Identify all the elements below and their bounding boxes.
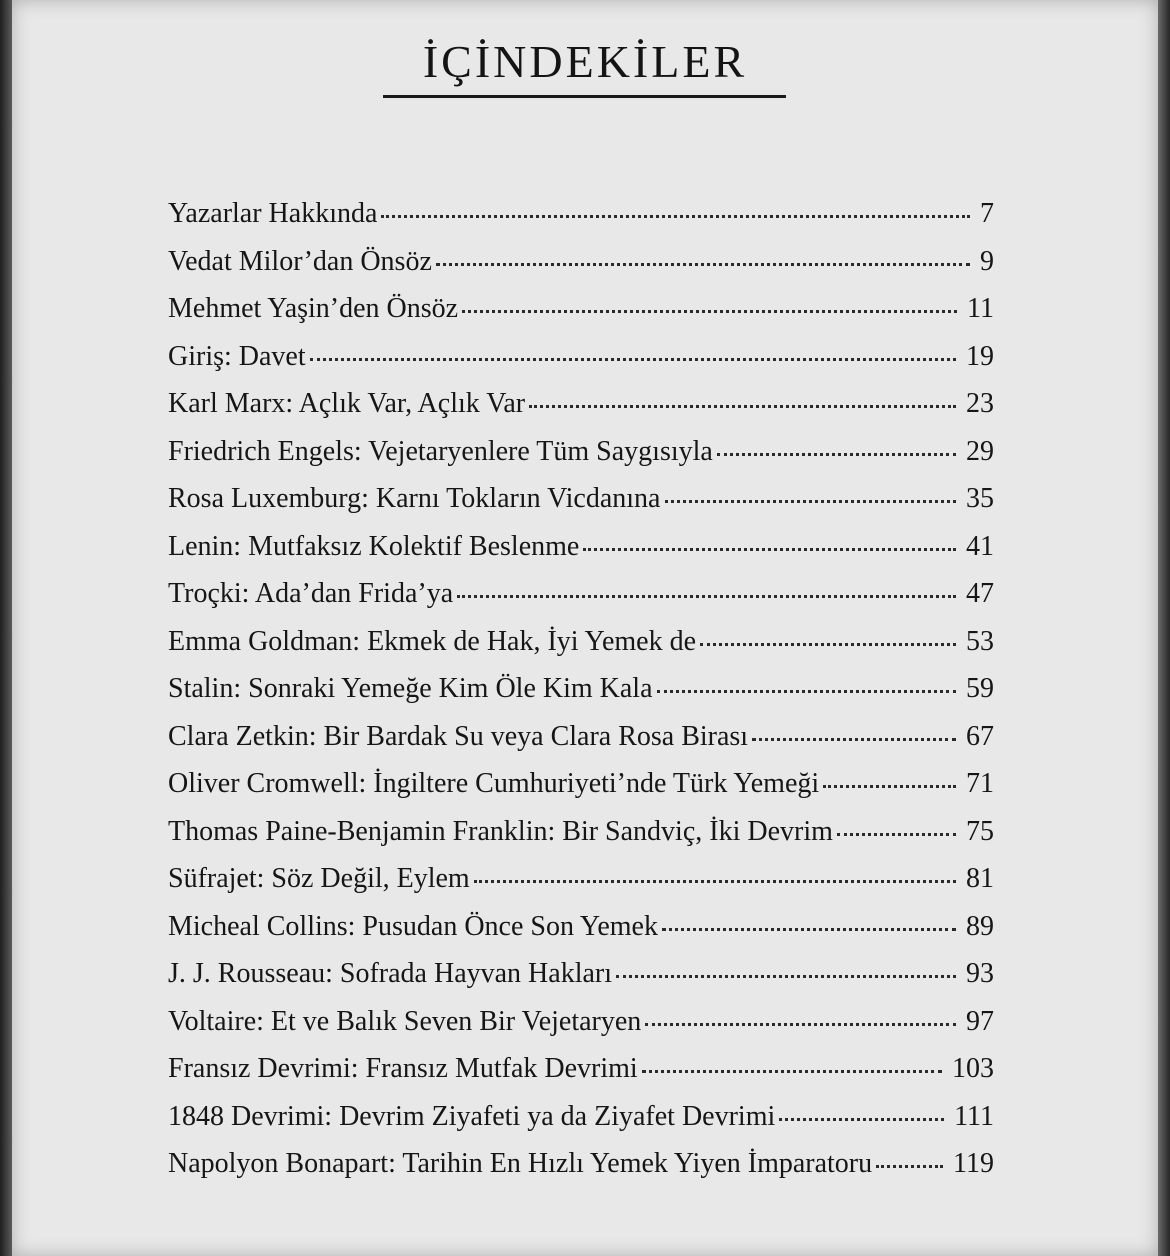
toc-entry xyxy=(168,190,994,238)
toc-entry-page: 7 xyxy=(980,198,994,229)
dot-leader xyxy=(779,1118,944,1121)
toc-entry-page: 29 xyxy=(966,435,994,467)
toc-entry xyxy=(168,903,994,951)
toc-entry-page: 35 xyxy=(966,483,994,514)
toc-entry-title: Karl Marx: Açlık Var, Açlık Var xyxy=(168,388,526,419)
dot-leader xyxy=(752,738,956,741)
dot-leader xyxy=(657,690,956,693)
toc-entry-page: 9 xyxy=(980,245,994,277)
toc-entry xyxy=(168,950,994,998)
toc-entry-page: 111 xyxy=(954,1100,994,1132)
toc-entry-title: 1848 Devrimi: Devrim Ziyafeti ya da Ziyafet Devrimi xyxy=(168,1100,776,1132)
toc-entry-title: Troçki: Ada’dan Frida’ya xyxy=(168,578,454,609)
toc-entry xyxy=(168,1045,994,1093)
toc-entry-title: Stalin: Sonraki Yemeğe Kim Öle Kim Kala xyxy=(168,673,653,704)
toc-entry-page: 47 xyxy=(966,578,994,609)
toc-entry-title: Rosa Luxemburg: Karnı Tokların Vicdanına xyxy=(168,483,661,514)
page-edge-left xyxy=(0,0,12,1256)
toc-entry xyxy=(168,475,994,523)
dot-leader xyxy=(645,1023,956,1026)
toc-entry-page: 71 xyxy=(966,768,994,799)
toc-entry xyxy=(168,1140,994,1188)
toc-entry xyxy=(168,523,994,571)
toc-entry-title: Oliver Cromwell: İngiltere Cumhuriyeti’nde Türk Yemeği xyxy=(168,768,820,799)
toc-entry-page: 81 xyxy=(966,863,994,894)
toc-entry-page: 103 xyxy=(952,1053,994,1084)
dot-leader xyxy=(583,548,956,551)
toc-entry xyxy=(168,713,994,761)
toc-entry xyxy=(168,808,994,856)
toc-entry-title: Yazarlar Hakkında xyxy=(168,198,378,229)
toc-entry-page: 93 xyxy=(966,958,994,989)
toc-entry xyxy=(168,998,994,1046)
toc-entry xyxy=(168,1093,994,1141)
dot-leader xyxy=(700,643,956,646)
toc-entry xyxy=(168,570,994,618)
dot-leader xyxy=(717,453,956,456)
dot-leader xyxy=(662,928,956,931)
toc-entry-page: 59 xyxy=(966,673,994,704)
toc-entry-title: Micheal Collins: Pusudan Önce Son Yemek xyxy=(168,910,658,942)
toc-entry-title: Thomas Paine-Benjamin Franklin: Bir Sandviç, İki Devrim xyxy=(168,815,833,847)
toc-entry-page: 97 xyxy=(966,1005,994,1037)
toc-entry-title: Napolyon Bonapart: Tarihin En Hızlı Yemek Yiyen İmparatoru xyxy=(168,1148,873,1179)
toc-entry xyxy=(168,760,994,808)
dot-leader xyxy=(876,1165,943,1168)
toc-entry-page: 53 xyxy=(966,625,994,657)
dot-leader xyxy=(823,785,956,788)
toc-entry-title: Lenin: Mutfaksız Kolektif Beslenme xyxy=(168,530,580,562)
toc-entry-title: Emma Goldman: Ekmek de Hak, İyi Yemek de xyxy=(168,625,697,657)
toc-entry-page: 41 xyxy=(966,530,994,562)
toc-entry-title: Fransız Devrimi: Fransız Mutfak Devrimi xyxy=(168,1053,638,1084)
page-title: İÇİNDEKİLER xyxy=(422,36,748,87)
toc-entry-page: 19 xyxy=(966,340,994,372)
toc-entry xyxy=(168,285,994,333)
dot-leader xyxy=(665,500,957,503)
toc-entry-page: 75 xyxy=(966,815,994,847)
dot-leader xyxy=(381,215,970,218)
dot-leader xyxy=(616,975,956,978)
table-of-contents xyxy=(168,190,994,1188)
toc-entry-title: Vedat Milor’dan Önsöz xyxy=(168,245,432,277)
toc-entry-title: Voltaire: Et ve Balık Seven Bir Vejetaryen xyxy=(168,1005,642,1037)
dot-leader xyxy=(837,833,956,836)
dot-leader xyxy=(310,358,956,361)
toc-entry-title: Mehmet Yaşin’den Önsöz xyxy=(168,293,459,324)
toc-entry xyxy=(168,618,994,666)
toc-entry xyxy=(168,428,994,476)
dot-leader xyxy=(457,595,956,598)
toc-entry xyxy=(168,333,994,381)
toc-entry-page: 119 xyxy=(953,1148,994,1179)
toc-entry xyxy=(168,855,994,903)
toc-entry xyxy=(168,665,994,713)
title-underline xyxy=(383,95,786,98)
toc-entry-page: 89 xyxy=(966,910,994,942)
toc-entry-page: 11 xyxy=(967,293,994,324)
dot-leader xyxy=(642,1070,942,1073)
dot-leader xyxy=(462,310,957,313)
toc-entry-title: Friedrich Engels: Vejetaryenlere Tüm Saygısıyla xyxy=(168,435,713,467)
toc-entry-title: Süfrajet: Söz Değil, Eylem xyxy=(168,863,470,894)
dot-leader xyxy=(436,263,970,266)
toc-entry-title: Giriş: Davet xyxy=(168,340,306,372)
toc-entry-page: 23 xyxy=(966,388,994,419)
page-edge-right xyxy=(1158,0,1170,1256)
toc-entry xyxy=(168,238,994,286)
dot-leader xyxy=(474,880,956,883)
toc-entry-page: 67 xyxy=(966,720,994,752)
toc-entry-title: J. J. Rousseau: Sofrada Hayvan Hakları xyxy=(168,958,613,989)
dot-leader xyxy=(529,405,956,408)
toc-entry-title: Clara Zetkin: Bir Bardak Su veya Clara Rosa Birası xyxy=(168,720,749,752)
toc-entry xyxy=(168,380,994,428)
